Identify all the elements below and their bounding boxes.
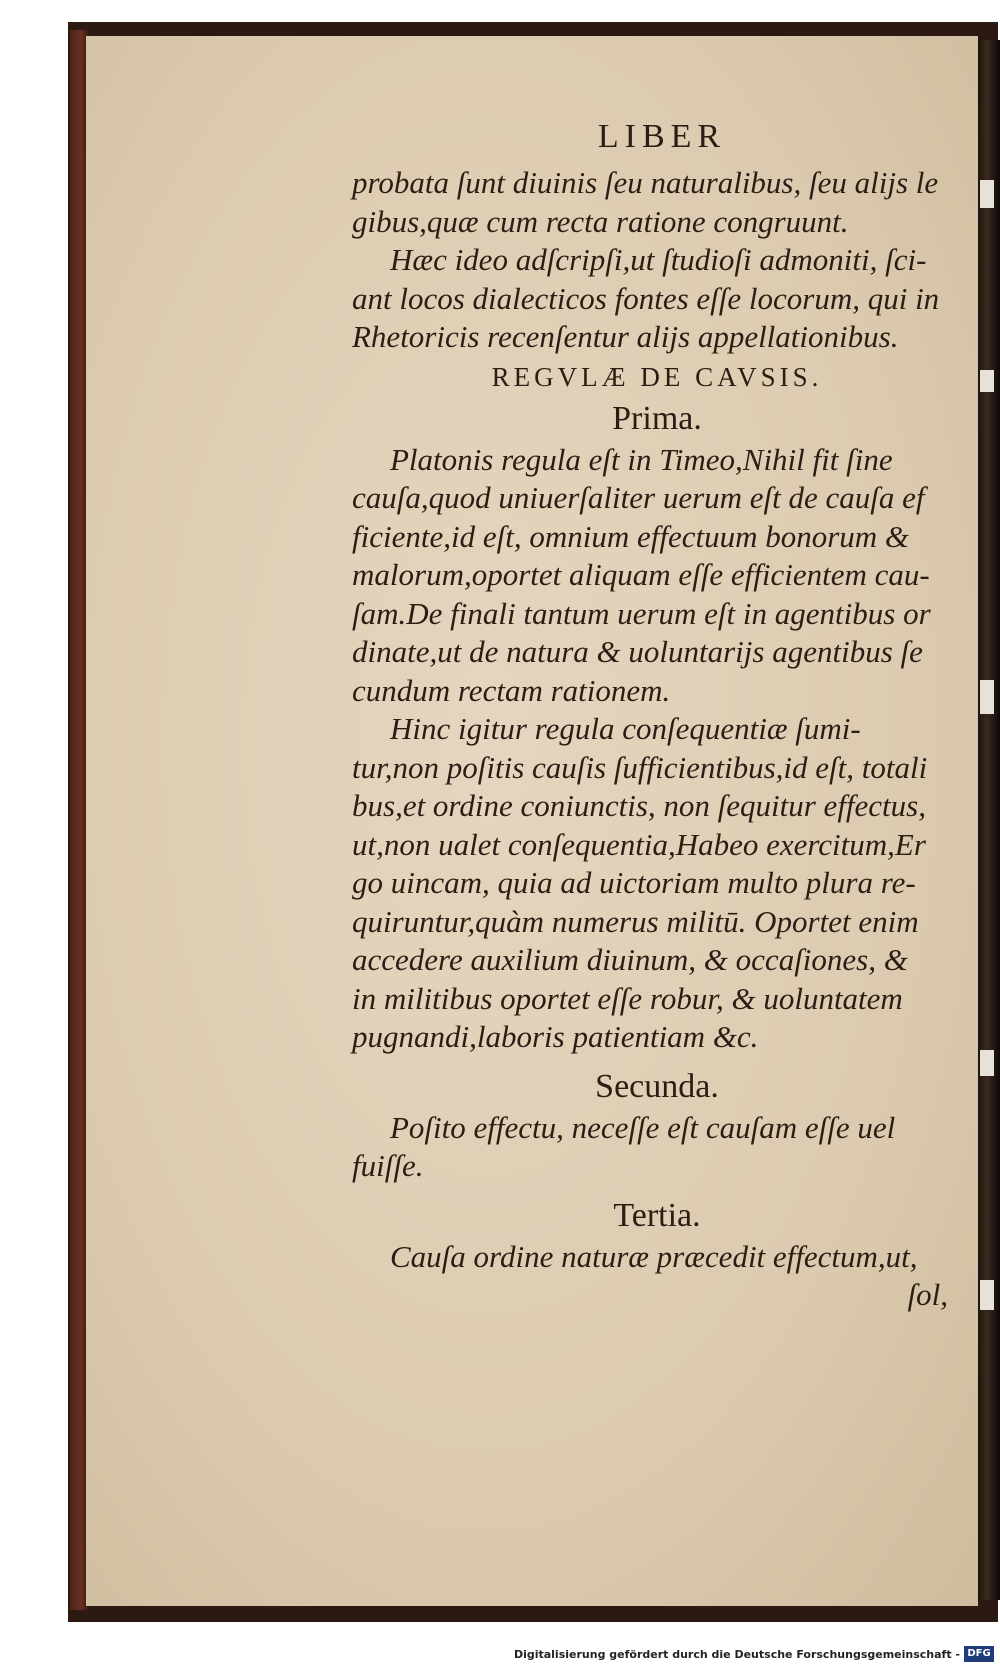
- text-line: tur,non poſitis cauſis ſufficientibus,id eſt, totali: [352, 749, 928, 785]
- text-line: Hinc igitur regula conſequentiæ ſumi-: [390, 711, 861, 746]
- text-line: Rhetoricis recenſentur alijs appellationibus.: [352, 319, 899, 354]
- text-line: Platonis regula eſt in Timeo,Nihil fit ſine: [390, 441, 893, 477]
- text-line: fuiſſe.: [352, 1148, 424, 1183]
- text-line: go uincam, quia ad uictoriam multo plura re-: [352, 865, 916, 900]
- spacer: [352, 1186, 962, 1194]
- text-line: cauſa,quod uniuerſaliter uerum eſt de cauſa ef: [352, 480, 925, 515]
- text-line: accedere auxilium diuinum, & occaſiones, &: [352, 942, 908, 977]
- page-fore-edge: [978, 40, 1000, 1600]
- text-line: gibus,quæ cum recta ratione congruunt.: [352, 203, 849, 239]
- page-tab: [980, 1050, 994, 1076]
- page-tab: [980, 680, 994, 714]
- rule-heading-secunda: Secunda.: [595, 1067, 719, 1105]
- section-title: REGVLÆ DE CAVSIS.: [491, 361, 823, 392]
- page-tab: [980, 180, 994, 208]
- text-line: ſam.De finali tantum uerum eſt in agentibus or: [352, 595, 931, 631]
- funding-credit: Digitalisierung gefördert durch die Deutsche Forschungsgemeinschaft -: [513, 1648, 960, 1661]
- text-line: malorum,oportet aliquam eſſe efficientem cau-: [352, 557, 930, 592]
- text-line: in militibus oportet eſſe robur, & uoluntatem: [352, 980, 903, 1016]
- catchword: ſol,: [907, 1277, 948, 1312]
- text-line: pugnandi,laboris patientiam &c.: [352, 1019, 759, 1054]
- text-line: ut,non ualet conſequentia,Habeo exercitum,Er: [352, 826, 926, 862]
- text-line: Hæc ideo adſcripſi,ut ſtudioſi admoniti, ſci-: [390, 242, 927, 277]
- text-line: probata ſunt diuinis ſeu naturalibus, ſeu alijs le: [352, 165, 939, 200]
- digitization-footer: [0, 1640, 1000, 1671]
- page-tab: [980, 370, 994, 392]
- page-tab: [980, 1280, 994, 1310]
- dfg-logo-icon: DFG: [964, 1646, 994, 1662]
- page-text: [352, 118, 962, 1315]
- text-line: dinate,ut de natura & uoluntarijs agentibus ſe: [352, 634, 923, 669]
- running-head: LIBER: [597, 118, 727, 155]
- text-line: ant locos dialecticos fontes eſſe locorum, qui in: [352, 280, 940, 316]
- text-line: Cauſa ordine naturæ præcedit effectum,ut,: [390, 1238, 918, 1274]
- text-line: Poſito effectu, neceſſe eſt cauſam eſſe uel: [390, 1109, 896, 1145]
- text-line: ficiente,id eſt, omnium effectuum bonorum &: [352, 518, 910, 554]
- text-line: cundum rectam rationem.: [352, 672, 671, 708]
- spacer: [352, 1057, 962, 1065]
- rule-heading-tertia: Tertia.: [613, 1196, 701, 1234]
- text-line: bus,et ordine coniunctis, non ſequitur effectus,: [352, 788, 926, 823]
- text-line: quiruntur,quàm numerus militū. Oportet enim: [352, 903, 919, 939]
- rule-heading-prima: Prima.: [612, 399, 702, 437]
